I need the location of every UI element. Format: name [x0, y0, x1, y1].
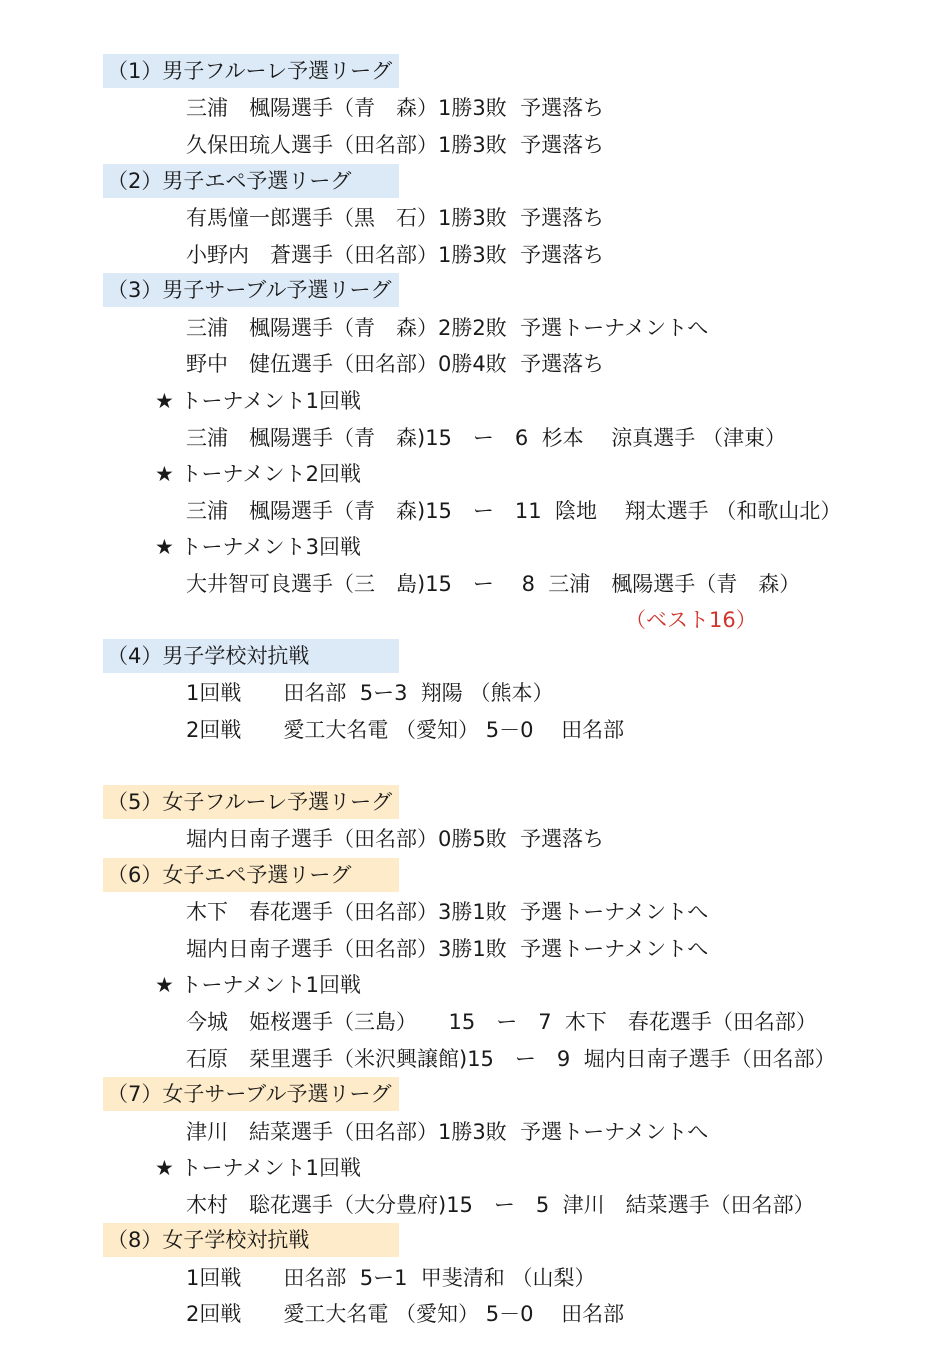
section-header: （4）男子学校対抗戦	[103, 639, 399, 673]
result-line: 有馬憧一郎選手（黒 石）1勝3敗 予選落ち	[186, 206, 605, 230]
tournament-round-label: ★ トーナメント1回戦	[155, 389, 362, 413]
result-line: 1回戦 田名部 5ー1 甲斐清和 （山梨）	[186, 1266, 596, 1290]
section-header: （1）男子フルーレ予選リーグ	[103, 54, 399, 88]
result-line: 今城 姫桜選手（三島） 15 ー 7 木下 春花選手（田名部）	[186, 1010, 817, 1034]
result-line: 三浦 楓陽選手（青 森)15 ー 11 陰地 翔太選手 （和歌山北）	[186, 499, 842, 523]
section-header: （7）女子サーブル予選リーグ	[103, 1077, 399, 1111]
result-line: 木下 春花選手（田名部）3勝1敗 予選トーナメントへ	[186, 900, 709, 924]
tournament-round-label: ★ トーナメント3回戦	[155, 535, 362, 559]
section-header: （6）女子エペ予選リーグ	[103, 858, 399, 892]
result-line: 三浦 楓陽選手（青 森)15 ー 6 杉本 涼真選手 （津東）	[186, 426, 786, 450]
tournament-round-label: ★ トーナメント2回戦	[155, 462, 362, 486]
result-line: 木村 聡花選手（大分豊府)15 ー 5 津川 結菜選手（田名部）	[186, 1193, 815, 1217]
result-line: 小野内 蒼選手（田名部）1勝3敗 予選落ち	[186, 243, 605, 267]
result-line: 津川 結菜選手（田名部）1勝3敗 予選トーナメントへ	[186, 1120, 709, 1144]
result-line: 大井智可良選手（三 島)15 ー 8 三浦 楓陽選手（青 森）	[186, 572, 801, 596]
tournament-round-label: ★ トーナメント1回戦	[155, 1156, 362, 1180]
result-line: 2回戦 愛工大名電 （愛知） 5－0 田名部	[186, 718, 625, 742]
result-line: 三浦 楓陽選手（青 森）2勝2敗 予選トーナメントへ	[186, 316, 709, 340]
result-line: 三浦 楓陽選手（青 森）1勝3敗 予選落ち	[186, 96, 605, 120]
section-header: （3）男子サーブル予選リーグ	[103, 273, 399, 307]
result-line: 堀内日南子選手（田名部）0勝5敗 予選落ち	[186, 827, 605, 851]
section-header: （2）男子エペ予選リーグ	[103, 164, 399, 198]
result-line: 堀内日南子選手（田名部）3勝1敗 予選トーナメントへ	[186, 937, 709, 961]
section-header: （5）女子フルーレ予選リーグ	[103, 785, 399, 819]
result-line: 野中 健伍選手（田名部）0勝4敗 予選落ち	[186, 352, 605, 376]
result-line: 2回戦 愛工大名電 （愛知） 5－0 田名部	[186, 1302, 625, 1326]
result-line: 石原 栞里選手（米沢興譲館)15 ー 9 堀内日南子選手（田名部）	[186, 1047, 836, 1071]
result-line: 久保田琉人選手（田名部）1勝3敗 予選落ち	[186, 133, 605, 157]
best16-note: （ベスト16）	[625, 608, 757, 632]
tournament-round-label: ★ トーナメント1回戦	[155, 973, 362, 997]
section-header: （8）女子学校対抗戦	[103, 1223, 399, 1257]
result-line: 1回戦 田名部 5ー3 翔陽 （熊本）	[186, 681, 554, 705]
